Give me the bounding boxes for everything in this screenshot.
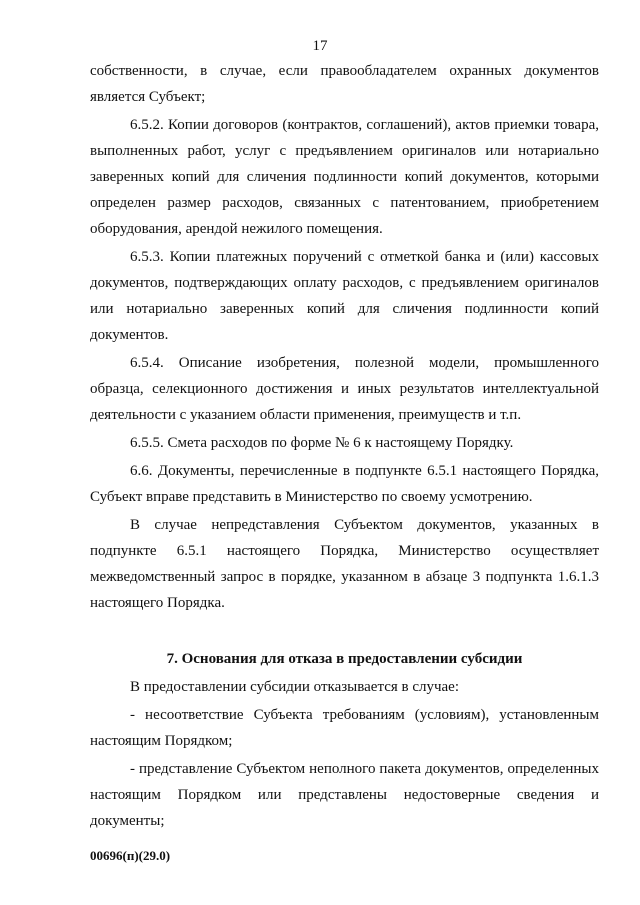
paragraph-6-6: 6.6. Документы, перечисленные в подпункте 6.5.1 настоящего Порядка, Субъект вправе представить в Министерство по своему усмотрению. [90,463,599,505]
paragraph-6-5-4: 6.5.4. Описание изобретения, полезной модели, промышленного образца, селекционного достижения и иных результатов интеллектуальной деятельности с указанием области применения, преимуществ и т.п. [90,355,599,423]
paragraph-6-5-2: 6.5.2. Копии договоров (контрактов, соглашений), актов приемки товара, выполненных работ, услуг с предъявлением оригиналов или нотариально заверенных копий для сличения подлинности копий документов, которыми определен размер расходов, связанных с патентованием, приобретением оборудования, арендой нежилого помещения. [90,117,599,237]
paragraph-6-5-3: 6.5.3. Копии платежных поручений с отметкой банка и (или) кассовых документов, подтверждающих оплату расходов, с предъявлением оригиналов или нотариально заверенных копий для сличения подлинности копий документов. [90,249,599,343]
page-number: 17 [312,38,328,54]
paragraph-refusal-intro: В предоставлении субсидии отказывается в случае: [130,679,460,695]
document-code: 00696(п)(29.0) [90,848,171,863]
list-item-nonconformity: - несоответствие Субъекта требованиям (условиям), установленным настоящим Порядком; [90,707,599,749]
section-heading: 7. Основания для отказа в предоставлении субсидии [166,651,523,667]
list-item-incomplete-documents: - представление Субъектом неполного пакета документов, определенных настоящим Порядком или представлены недостоверные сведения и документы; [90,761,599,829]
paragraph-continuation: собственности, в случае, если правообладателем охранных документов является Субъект; [90,63,599,105]
document-body [90,58,599,834]
paragraph-non-submission: В случае непредставления Субъектом документов, указанных в подпункте 6.5.1 настоящего Порядка, Министерство осуществляет межведомственный запрос в порядке, указанном в абзаце 3 подпункта 1.6.1.3 настоящего Порядка. [90,517,599,611]
paragraph-6-5-5: 6.5.5. Смета расходов по форме № 6 к настоящему Порядку. [130,435,514,451]
